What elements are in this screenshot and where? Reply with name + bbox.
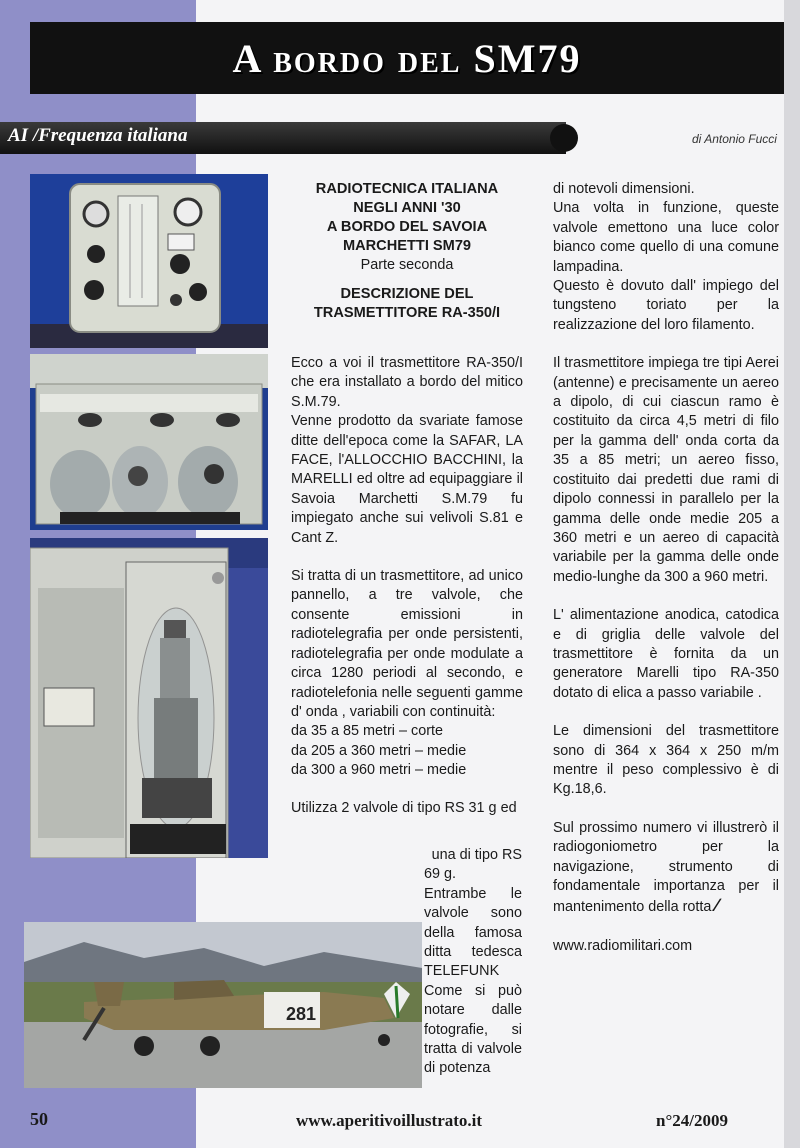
photo-transmitter-valves bbox=[30, 354, 268, 530]
wavelength-range: da 35 a 85 metri – corte bbox=[291, 723, 443, 740]
article-heading bbox=[291, 180, 523, 256]
paragraph: Ecco a voi il trasmettitore RA-350/I che era installato a bordo del mitico S.M.79. bbox=[291, 355, 523, 410]
wavelength-range: da 300 a 960 metri – medie bbox=[291, 762, 467, 779]
subheading-line: TRASMETTITORE RA-350/I bbox=[313, 305, 501, 322]
footer-website[interactable]: www.aperitivoillustrato.it bbox=[296, 1111, 483, 1130]
photo-valve-closeup bbox=[30, 538, 268, 858]
paragraph: Si tratta di un trasmettitore, ad unico pannello, a tre valvole, che consente emissioni in radiotelegrafia per onde persistenti, radiotelegrafia per onde modulate a circa 1280 periodi al secondo, e radiotelefonia nelle seguenti gamme d' onda , variabili con continuità: bbox=[291, 568, 523, 720]
paragraph: di notevoli dimensioni. bbox=[553, 181, 695, 197]
photo-transmitter-front bbox=[30, 174, 268, 348]
page-number: 50 bbox=[30, 1109, 48, 1129]
heading-line: MARCHETTI SM79 bbox=[342, 238, 472, 254]
website-link[interactable]: www.radiomilitari.com bbox=[553, 937, 693, 954]
aircraft-code-label: 281 bbox=[286, 1004, 317, 1024]
paragraph: Il trasmettitore impiega tre tipi Aerei (antenne) e precisamente un aereo a dipolo, di cui ciascun ramo è costituito da circa 4,5 metri di filo per la gamma dell' onda corta da 35 a 85 metri; un aereo fisso, costituito dai predetti due rami di dipolo connessi in parallelo per la gamma delle onde medie 205 a 360 metri e un aereo di capacità variabile per la gamma delle onde medio-lunghe da 300 a 960 metri. bbox=[553, 355, 779, 585]
heading-line: RADIOTECNICA ITALIANA bbox=[315, 181, 499, 197]
closing-sentence: Sul prossimo numero vi illustrerò il radiogoniometro per la navigazione, strumento di fondamentale importanza per il mantenimento della rotta. bbox=[553, 819, 779, 916]
wavelength-range: da 205 a 360 metri – medie bbox=[291, 742, 467, 759]
subheading-line: DESCRIZIONE DEL bbox=[340, 286, 474, 303]
right-page-strip bbox=[784, 0, 800, 1148]
narrow-line: 69 g. bbox=[424, 866, 457, 883]
heading-line: NEGLI ANNI '30 bbox=[353, 200, 461, 216]
paragraph: Una volta in funzione, queste valvole emettono una luce color bianco come quello di una comune lampadina. bbox=[553, 200, 779, 275]
paragraph: Venne prodotto da svariate famose ditte dell'epoca come la SAFAR, LA FACE, l'ALLOCCHIO BACCHINI, la MARELLI ed oltre ad equipaggiare il Savoia Marchetti S.M.79 fu impiegato anche sui velivoli S.81 e Cant Z. bbox=[291, 413, 523, 546]
narrow-line: una di tipo RS bbox=[431, 847, 522, 863]
issue-number: n°24/2009 bbox=[656, 1111, 728, 1130]
narrow-paragraph: Come si può notare dalle fotografie, si tratta di valvole di potenza bbox=[424, 982, 522, 1077]
paragraph: Questo è dovuto dall' impiego del tungsteno toriato per la realizzazione del loro filamento. bbox=[553, 278, 779, 333]
section-label: AI /Frequenza italiana bbox=[8, 125, 188, 146]
article-body-narrow bbox=[424, 846, 522, 1079]
section-bar bbox=[0, 122, 566, 154]
title-banner bbox=[30, 22, 784, 94]
section-dot bbox=[550, 124, 578, 152]
article-column-middle bbox=[291, 180, 523, 323]
heading-line: A BORDO DEL SAVOIA bbox=[326, 219, 488, 235]
author-byline: di Antonio Fucci bbox=[692, 132, 777, 146]
article-body-middle bbox=[291, 354, 523, 818]
paragraph bbox=[553, 819, 779, 918]
photo-sm79-aircraft bbox=[24, 922, 422, 1088]
narrow-paragraph: Entrambe le valvole sono della famosa ditta tedesca TELEFUNK bbox=[424, 885, 522, 980]
page-title: A bordo del SM79 bbox=[232, 35, 582, 81]
paragraph: Utilizza 2 valvole di tipo RS 31 g ed bbox=[291, 799, 517, 816]
paragraph: L' alimentazione anodica, catodica e di griglia delle valvole del trasmettitore è fornita da un generatore Marelli tipo RA-350 dotato di elica a passo variabile . bbox=[553, 607, 779, 701]
article-part: Parte seconda bbox=[360, 257, 454, 273]
end-mark-icon: ∕ bbox=[715, 895, 719, 916]
article-column-right bbox=[553, 180, 779, 956]
article-subheading bbox=[291, 285, 523, 323]
paragraph: Le dimensioni del trasmettitore sono di 364 x 364 x 250 m/m mentre il peso complessivo è di Kg.18,6. bbox=[553, 723, 779, 798]
